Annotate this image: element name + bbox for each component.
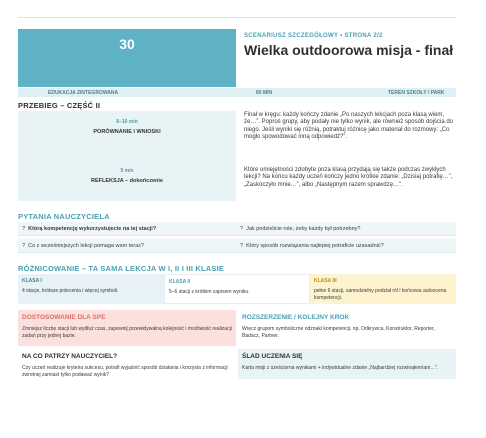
lesson-number: 30 bbox=[119, 36, 135, 52]
differentiation-heading: RÓŻNICOWANIE – TA SAMA LEKCJA W I, II I III KLASIE bbox=[18, 264, 225, 273]
step-2-name: REFLEKSJA – dokończenie bbox=[91, 178, 163, 184]
extension-box bbox=[238, 310, 456, 346]
spe-text: Zmniejsz liczbę stacji lub wydłuż czas, zapewnij przewidywalną kolejność i możliwość realizacji zadań przy jednej bazie. bbox=[22, 326, 232, 339]
lesson-number-box bbox=[18, 29, 236, 87]
meta-bar bbox=[18, 88, 456, 97]
meta-place: TEREN SZKOŁY / PARK bbox=[388, 90, 445, 96]
extension-text: Wręcz grupom symboliczne odznaki kompetencji, np. Odkrywca, Konstruktor, Reporter, Badacz, Partner. bbox=[242, 326, 435, 339]
question-3: ? Co z wcześniejszych lekcji pomaga wam teraz? bbox=[22, 243, 144, 249]
step-2-time: 5 min bbox=[120, 168, 134, 174]
meta-education: EDUKACJA ZINTEGROWANA bbox=[48, 90, 119, 96]
question-1: ? Którą kompetencję wykorzystujecie na tej stacji? bbox=[22, 226, 157, 232]
course-paragraph-1: Finał w kręgu: każdy kończy zdanie „Po naszych lekcjach poza klasą wiem, że…”. Poproś grupy, aby podały nie tylko wynik, ale również sposób dojścia do niego. Jeśli wyniki się różnią, potraktuj różnicę jako materiał do rozmowy: „Co mogło spowodować inną odpowiedź?”. bbox=[244, 112, 453, 140]
level-3-label: KLASA III bbox=[314, 278, 337, 284]
top-rule bbox=[18, 17, 456, 18]
question-2: ? Jak podzielicie role, żeby każdy był potrzebny? bbox=[240, 226, 361, 232]
questions-row-1 bbox=[18, 222, 456, 236]
level-2-label: KLASA II bbox=[169, 279, 191, 285]
level-2-text: 5–6 stacji z krótkim zapisem wyniku. bbox=[169, 289, 250, 295]
extension-heading: ROZSZERZENIE / KOLEJNY KROK bbox=[242, 314, 350, 321]
learning-trace-heading: ŚLAD UCZENIA SIĘ bbox=[242, 353, 303, 360]
learning-trace-text: Karta misji z sześciorna wynikami + indywidualne zdanie „Najbardziej rozwinąłem/am…”. bbox=[242, 365, 439, 371]
spe-box bbox=[18, 310, 236, 346]
teacher-watch-box bbox=[18, 349, 236, 379]
teacher-watch-heading: NA CO PATRZY NAUCZYCIEL? bbox=[22, 353, 118, 360]
timeline-panel bbox=[18, 111, 236, 201]
level-class-1 bbox=[18, 274, 164, 304]
page-title: Wielka outdoorowa misja - finał bbox=[244, 42, 454, 58]
page-kicker: SCENARIUSZ SZCZEGÓŁOWY • STRONA 2/2 bbox=[244, 33, 383, 39]
level-class-2 bbox=[164, 274, 310, 304]
teacher-watch-text: Czy uczeń realizuje kryteria sukcesu, potrafi wyjaśnić sposób działania i korzysta z informacji zwrotnej zamiast tylko podawać wynik? bbox=[22, 365, 228, 378]
level-1-label: KLASA I bbox=[22, 278, 42, 284]
course-heading: PRZEBIEG – CZĘŚĆ II bbox=[18, 101, 101, 110]
spe-heading: DOSTOSOWANIE DLA SPE bbox=[22, 314, 106, 321]
questions-row-2 bbox=[18, 239, 456, 253]
question-4: ? Który sposób rozwiązania najlepiej potraficie uzasadnić? bbox=[240, 243, 384, 249]
level-class-3 bbox=[310, 274, 456, 304]
questions-heading: PYTANIA NAUCZYCIELA bbox=[18, 212, 110, 221]
learning-trace-box bbox=[238, 349, 456, 379]
meta-duration: 60 MIN bbox=[256, 90, 273, 96]
step-1-name: PORÓWNANIE I WNIOSKI bbox=[93, 129, 161, 135]
course-paragraph-2: Które umiejętności zdobyte poza klasą przydają się także podczas zwykłych lekcji? Na końcu każdy uczeń kończy jedno krótkie zdanie: „Dzisiaj potrafię…”, „Zaskoczyło mnie…”, albo „Następnym razem sprawdzę…”. bbox=[244, 167, 453, 188]
level-1-text: 4 stacje, krótsze polecenia i więcej symboli. bbox=[22, 288, 119, 294]
step-1-time: 8–10 min bbox=[116, 119, 138, 125]
level-3-text: pełne 6 stacji, samodzielny podział ról i końcowa autoocena kompetencji. bbox=[314, 288, 447, 301]
